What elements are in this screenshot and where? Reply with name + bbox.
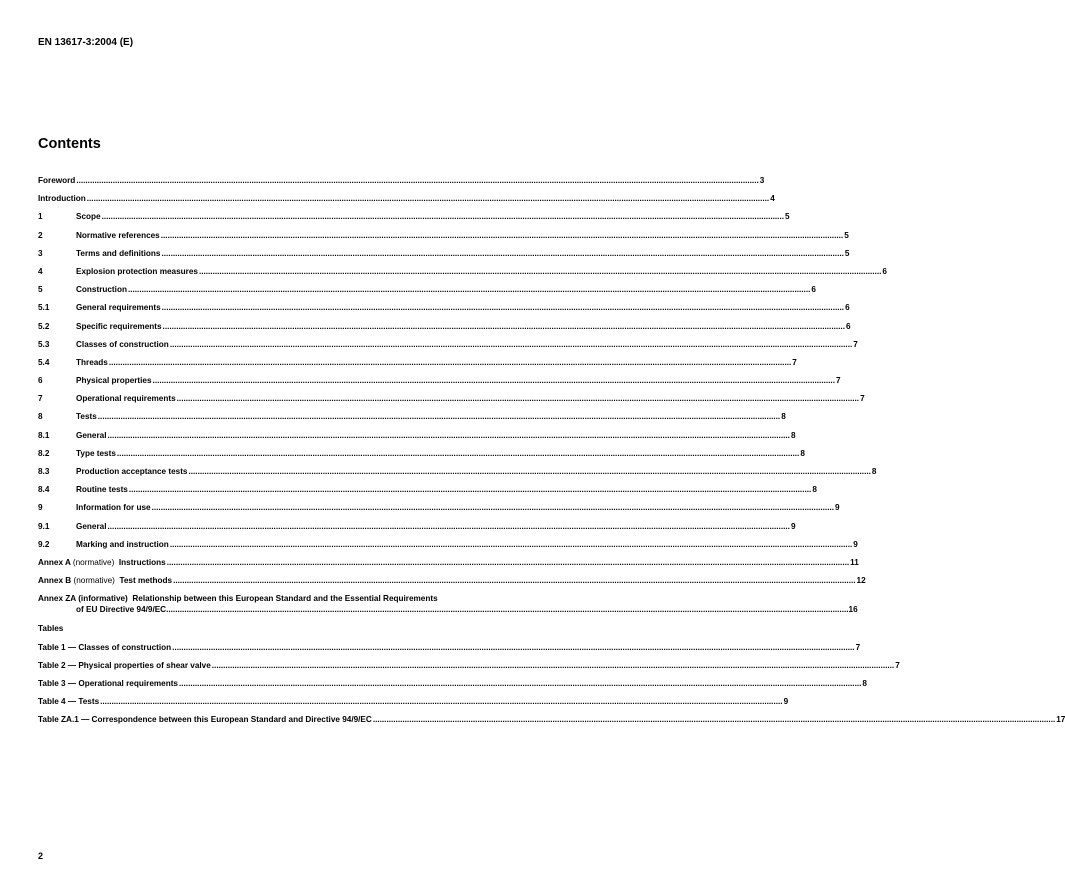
page-number: 8 [862, 678, 867, 688]
page-title: Contents [38, 136, 101, 152]
leader-dots: ............................................................................................................................................................................................................................................................................................................ [176, 394, 860, 404]
page-number: 5 [844, 248, 850, 258]
section-title: Classes of construction [76, 339, 169, 349]
toc-table-entry[interactable] [38, 660, 900, 679]
toc-entry[interactable] [38, 521, 796, 540]
leader-dots: ............................................................................................................................................................................................................................................................................................................ [161, 248, 844, 258]
toc-entry[interactable] [38, 194, 775, 212]
page-number: 6 [845, 321, 851, 331]
leader-dots: ............................................................................................................................................................................................................................................................................................................ [198, 266, 882, 276]
toc-table-entry[interactable] [38, 642, 861, 661]
leader-dots: ............................................................................................................................................................................................................................................................................................................ [116, 448, 800, 458]
leader-dots: ............................................................................................................................................................................................................................................................................................................ [166, 557, 850, 567]
section-number: 5.3 [38, 339, 50, 349]
section-title: Scope [76, 212, 101, 222]
toc-sections [38, 176, 887, 558]
annex-label: Annex B [38, 576, 72, 586]
section-title: Construction [76, 285, 127, 295]
page-number: 8 [781, 412, 786, 422]
tables-heading: Tables [38, 624, 64, 634]
table-title: Table 2 — Physical properties of shear valve [38, 660, 211, 670]
leader-dots: ............................................................................................................................................................................................................................................................................................................ [107, 521, 790, 531]
toc-entry[interactable] [38, 266, 887, 285]
section-title: Physical properties [76, 376, 152, 386]
leader-dots: ............................................................................................................................................................................................................................................................................................................ [173, 576, 856, 586]
section-title: Normative references [76, 230, 160, 240]
toc-table-entry[interactable] [38, 715, 1065, 733]
page-number: 16 [848, 605, 858, 615]
section-title: Tests [76, 412, 97, 422]
section-title: Foreword [38, 176, 76, 185]
leader-dots: ............................................................................................................................................................................................................................................................................................................ [127, 285, 811, 295]
section-number: 3 [38, 248, 43, 258]
page-number: 3 [759, 176, 765, 185]
leader-dots: ............................................................................................................................................................................................................................................................................................................ [372, 715, 1056, 725]
section-title: Introduction [38, 194, 86, 204]
toc-entry[interactable] [38, 176, 765, 194]
toc-entry-annex-za[interactable] [38, 594, 858, 624]
section-title: Terms and definitions [76, 248, 161, 258]
page-number: 7 [895, 660, 900, 670]
toc-entry[interactable] [38, 485, 817, 503]
toc-entry-annex-b[interactable] [38, 576, 866, 594]
toc-entry[interactable] [38, 357, 797, 376]
toc-tables [38, 642, 1065, 734]
leader-dots: ............................................................................................................................................................................................................................................................................................................ [76, 176, 759, 185]
leader-dots: ............................................................................................................................................................................................................................................................................................................ [162, 321, 845, 331]
toc-entry[interactable] [38, 285, 816, 303]
toc-entry[interactable] [38, 503, 840, 521]
section-number: 2 [38, 230, 43, 240]
section-number: 8.2 [38, 448, 50, 458]
page-number: 17 [1056, 715, 1065, 725]
leader-dots: ............................................................................................................................................................................................................................................................................................................ [108, 357, 792, 367]
leader-dots: ............................................................................................................................................................................................................................................................................................................ [178, 678, 862, 688]
leader-dots: ............................................................................................................................................................................................................................................................................................................ [161, 303, 845, 313]
page-number-footer: 2 [38, 851, 44, 861]
section-number: 5.2 [38, 321, 50, 331]
toc-entry[interactable] [38, 230, 849, 249]
section-number: 8.1 [38, 430, 50, 440]
leader-dots: ............................................................................................................................................................................................................................................................................................................ [128, 485, 812, 495]
section-number: 9 [38, 503, 43, 513]
page-number: 5 [844, 230, 849, 240]
page-number: 4 [770, 194, 775, 204]
leader-dots: ............................................................................................................................................................................................................................................................................................................ [172, 642, 855, 652]
toc-table-entry[interactable] [38, 697, 789, 715]
section-number: 9.2 [38, 539, 50, 549]
leader-dots: ............................................................................................................................................................................................................................................................................................................ [160, 230, 844, 240]
leader-dots: ............................................................................................................................................................................................................................................................................................................ [151, 503, 835, 513]
page-number: 8 [790, 430, 796, 440]
leader-dots: ............................................................................................................................................................................................................................................................................................................ [86, 194, 770, 204]
toc-table-entry[interactable] [38, 678, 867, 697]
toc-entry[interactable] [38, 448, 805, 467]
page-number: 6 [845, 303, 850, 313]
section-number: 6 [38, 376, 43, 386]
toc-entry[interactable] [38, 430, 796, 449]
leader-dots: ............................................................................................................................................................................................................................................................................................................ [152, 376, 835, 386]
section-title: General [76, 521, 107, 531]
table-title: Table 4 — Tests [38, 697, 100, 707]
leader-dots: ............................................................................................................................................................................................................................................................................................................ [169, 539, 853, 549]
table-title: Table 3 — Operational requirements [38, 678, 178, 688]
annex-title: Instructions [118, 557, 166, 567]
leader-dots: ............................................................................................................................................................................................................................................................................................................ [100, 697, 783, 707]
section-number: 8 [38, 412, 43, 422]
leader-dots: ............................................................................................................................................................................................................................................................................................................ [97, 412, 781, 422]
toc-entry[interactable] [38, 394, 865, 412]
section-title: Threads [76, 357, 108, 367]
toc-entry[interactable] [38, 321, 851, 340]
section-number: 7 [38, 394, 43, 404]
section-title: Marking and instruction [76, 539, 169, 549]
leader-dots: ............................................................................................................................................................................................................................................................................................................ [107, 430, 790, 440]
page-number: 8 [812, 485, 817, 495]
section-number: 5.4 [38, 357, 50, 367]
toc-entry[interactable] [38, 339, 858, 358]
section-title: Type tests [76, 448, 116, 458]
page-number: 5 [785, 212, 790, 222]
annex-title-continued: of EU Directive 94/9/EC [76, 605, 167, 615]
section-number: 5.1 [38, 303, 50, 313]
page-number: 7 [792, 357, 797, 367]
toc-entry[interactable] [38, 303, 850, 321]
page-number: 9 [835, 503, 840, 513]
leader-dots: ............................................................................................................................................................................................................................................................................................................ [211, 660, 895, 670]
toc-entry-annex-a[interactable] [38, 557, 859, 576]
section-title: Explosion protection measures [76, 266, 198, 276]
annex-kind: (informative) [78, 594, 128, 604]
section-title: Production acceptance tests [76, 467, 188, 476]
page-number: 6 [882, 266, 887, 276]
page-number: 9 [790, 521, 796, 531]
page-number: 9 [783, 697, 789, 707]
page-number: 8 [871, 467, 877, 476]
section-number: 9.1 [38, 521, 50, 531]
section-title: Specific requirements [76, 321, 162, 331]
toc-entry[interactable] [38, 248, 850, 267]
section-title: General requirements [76, 303, 161, 313]
page-number: 6 [811, 285, 816, 295]
leader-dots: ............................................................................................................................................................................................................................................................................................................ [188, 467, 871, 476]
toc-entry[interactable] [38, 376, 841, 394]
section-number: 1 [38, 212, 43, 222]
page-number: 8 [800, 448, 805, 458]
toc-entry[interactable] [38, 467, 877, 485]
section-number: 8.3 [38, 467, 50, 476]
table-title: Table 1 — Classes of construction [38, 642, 172, 652]
toc-entry[interactable] [38, 212, 790, 230]
leader-dots: ............................................................................................................................................................................................................................................................................................................ [169, 339, 853, 349]
annex-title: Test methods [119, 576, 173, 586]
section-number: 4 [38, 266, 43, 276]
page-number: 7 [835, 376, 841, 386]
document-id: EN 13617-3:2004 (E) [38, 37, 134, 48]
section-title: General [76, 430, 107, 440]
section-title: Routine tests [76, 485, 128, 495]
annex-kind: (normative) [73, 576, 115, 586]
section-title: Information for use [76, 503, 151, 513]
annex-kind: (normative) [72, 557, 115, 567]
page-number: 11 [850, 557, 859, 567]
annex-title: Relationship between this European Standard and the Essential Requirements [132, 594, 438, 604]
page-number: 12 [856, 576, 866, 586]
toc-entry[interactable] [38, 539, 858, 558]
toc-entry[interactable] [38, 412, 786, 430]
section-number: 8.4 [38, 485, 50, 495]
page-number: 7 [855, 642, 861, 652]
page-number: 9 [853, 539, 858, 549]
table-of-contents [38, 176, 1065, 733]
annex-label: Annex A [38, 557, 71, 567]
section-number: 5 [38, 285, 43, 295]
page-number: 7 [860, 394, 865, 404]
leader-dots: ............................................................................................................................................................................................................................................................................................................ [101, 212, 785, 222]
table-title: Table ZA.1 — Correspondence between this European Standard and Directive 94/9/EC [38, 715, 372, 725]
leader-dots: ............................................................................................................................................................................................................................................................................................................ [166, 605, 849, 615]
page-number: 7 [853, 339, 858, 349]
section-title: Operational requirements [76, 394, 176, 404]
annex-label: Annex ZA [38, 594, 76, 604]
